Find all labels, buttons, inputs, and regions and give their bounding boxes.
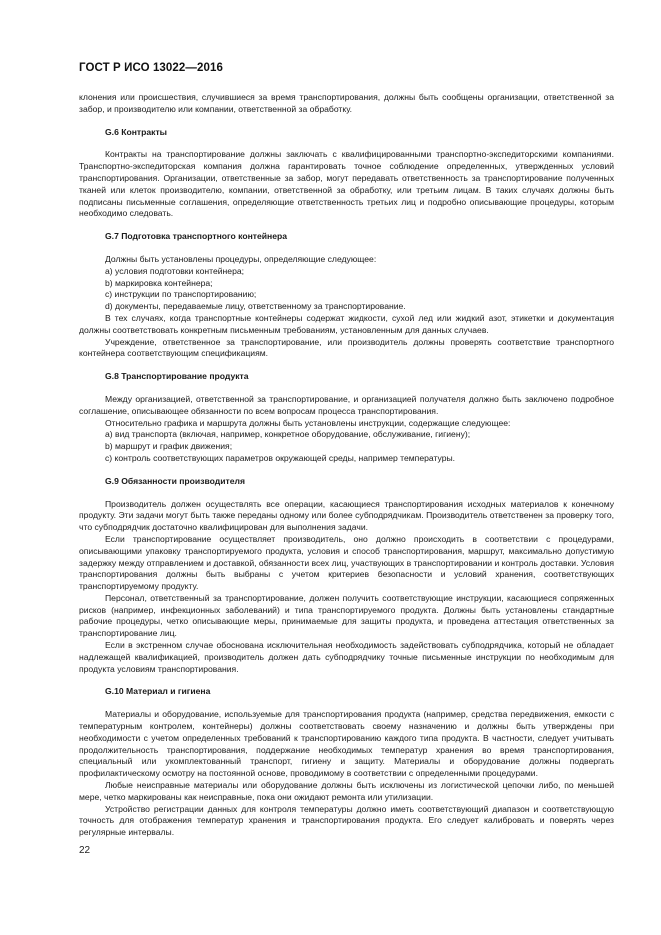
section-heading-g8: G.8 Транспортирование продукта — [105, 371, 249, 382]
paragraph: Должны быть установлены процедуры, определяющие следующее: — [105, 253, 377, 264]
document-header-title: ГОСТ Р ИСО 13022—2016 — [79, 62, 224, 74]
paragraph-continuation: клонения или происшествия, случившиеся за время транспортирования, должны быть сообщены организации, ответственной за забор, и производителю или компании, ответственной за обработку. — [79, 92, 614, 114]
list-item: b) маркировка контейнера; — [105, 277, 213, 288]
paragraph: Если транспортирование осуществляет производитель, оно должно происходить в соответствии с процедурами, описывающими упаковку транспортируемого продукта, условия и способ транспортирования, маршрут, максимально допустимую задержку между отправлением и доставкой, обязанности всех лиц, участвующих в транспортировании и контроль доставки. Условия транспортирования должны быть выбраны с учетом критериев безопасности и условий хранения, соответствующих транспортируемому продукту. — [79, 533, 614, 592]
list-item: a) условия подготовки контейнера; — [105, 265, 245, 276]
paragraph: Учреждение, ответственное за транспортирование, или производитель должны проверять соответствие транспортного контейнера соответствующим спецификациям. — [79, 336, 614, 359]
paragraph: В тех случаях, когда транспортные контейнеры содержат жидкости, сухой лед или жидкий азот, этикетки и документация должны соответствовать конкретным письменным требованиям, установленным для данных случаев. — [79, 312, 614, 335]
section-heading-g10: G.10 Материал и гигиена — [105, 686, 211, 697]
paragraph: Материалы и оборудование, используемые для транспортирования продукта (например, средства передвижения, емкости с температурным контролем, контейнеры) должны соответствовать своему назначению и должны быть утверждены при необходимости с учетом определенных требований к транспортированию каждого типа продукта. В частности, следует учитывать продолжительность транспортирования, поддержание необходимых температур хранения во время транспортирования, специальный или укомплектованный транспорт, гигиену и защиту. Материалы и оборудование должны подвергать профилактическому осмотру на постоянной основе, проводимому в соответствии с определенными процедурами. — [79, 709, 614, 779]
paragraph: Производитель должен осуществлять все операции, касающиеся транспортирования исходных материалов к конечному продукту. Эти задачи могут быть также переданы одному или более субподрядчикам. Производитель ответственен за проверку того, что субподрядчик достаточно квалифицирован для выполнения задачи. — [79, 498, 614, 533]
paragraph: Между организацией, ответственной за транспортирование, и организацией получателя должно быть заключено подробное соглашение, описывающее обязанности по всем вопросам процесса транспортирования. — [79, 393, 614, 416]
paragraph: Любые неисправные материалы или оборудование должны быть исключены из логистической цепочки либо, по меньшей мере, четко маркированы как неисправные, пока они ожидают ремонта или утилизации. — [79, 780, 614, 802]
document-body — [79, 92, 614, 839]
section-heading-g6: G.6 Контракты — [105, 126, 168, 137]
paragraph: Персонал, ответственный за транспортирование, должен получить соответствующие инструкции, касающиеся сопряженных рисков (например, инфекционных заболеваний) и типа транспортируемого продукта. Должны быть установлены стандартные рабочие процедуры, четко описывающие меры, принимаемые для защиты продукта, и проведена аттестация ответственных за транспортирование лиц. — [79, 592, 614, 639]
paragraph: Относительно графика и маршрута должны быть установлены инструкции, содержащие следующее: — [105, 417, 511, 428]
list-item: c) инструкции по транспортированию; — [105, 289, 257, 300]
section-heading-g7: G.7 Подготовка транспортного контейнера — [105, 231, 288, 242]
section-heading-g9: G.9 Обязанности производителя — [105, 475, 245, 486]
list-item: b) маршрут и график движения; — [105, 441, 233, 452]
list-item: c) контроль соответствующих параметров окружающей среды, например температуры. — [105, 452, 456, 463]
page-number: 22 — [79, 845, 91, 856]
list-item: a) вид транспорта (включая, например, конкретное оборудование, обслуживание, гигиену); — [105, 429, 471, 440]
paragraph: Если в экстренном случае обоснована исключительная необходимость задействовать субподрядчика, который не обладает надлежащей квалификацией, производитель должен дать субподрядчику точные письменные инструкции по необходимым для продукта условиям транспортирования. — [79, 640, 614, 674]
paragraph: Устройство регистрации данных для контроля температуры должно иметь соответствующий диапазон и соответствующую точность для отображения температур хранения и транспортирования продукта. Его следует калибровать и поверять через регулярные интервалы. — [79, 803, 614, 838]
paragraph: Контракты на транспортирование должны заключать с квалифицированными транспортно-экспедиторскими компаниями. Транспортно-экспедиторская компания должна гарантировать точное соблюдение определенных, утвержденных условий транспортирования. Организации, ответственные за забор, могут передавать ответственность за транспортирование полученных тканей или клеток производителю, компании, ответственной за обработку, или третьим лицам. В таких случаях должны быть подписаны письменные соглашения, определяющие ответственность третьих лиц и подробно описывающие процедуры, которым необходимо следовать. — [79, 149, 614, 219]
list-item: d) документы, передаваемые лицу, ответственному за транспортирование. — [105, 301, 406, 312]
